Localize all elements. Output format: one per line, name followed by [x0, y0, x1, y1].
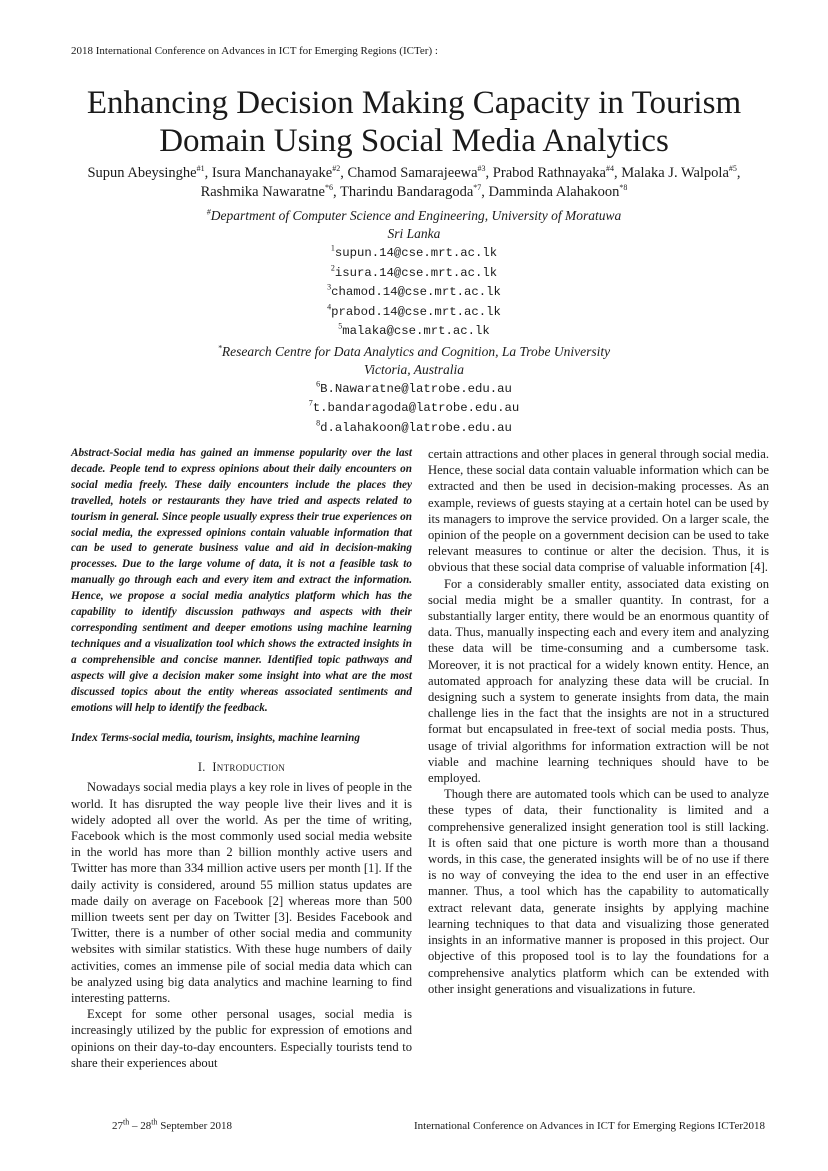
- author-sup: #5: [728, 164, 737, 174]
- author-sep: ,: [736, 165, 741, 181]
- author-sep: ,: [485, 165, 493, 181]
- author-name: Tharindu Bandaragoda: [340, 184, 474, 200]
- author-name: Chamod Samarajeewa: [347, 165, 478, 181]
- author-sep: ,: [613, 165, 622, 181]
- email-num: 8: [316, 418, 321, 427]
- email-num: 4: [327, 302, 332, 311]
- email-address: isura.14@cse.mrt.ac.lk: [334, 265, 498, 280]
- author-sup: #1: [196, 164, 205, 174]
- affiliation-uom: [60, 207, 768, 225]
- email-address: chamod.14@cse.mrt.ac.lk: [331, 285, 501, 299]
- footer-date: [112, 1117, 233, 1132]
- body-paragraph: certain attractions and other places in general through social media. Hence, these social data contain valuable information which can be extracted and then be used in decision-making processes. As an example, reviews of guests staying at a certain hotel can be used by its managers to improve the service provided. On a larger scale, the opinion of the people on a government decision can be used to take relevant measures to continue or alter the decision. Thus, it is obvious that these social data comprise of valuable information [4].: [428, 447, 769, 575]
- email-num: 3: [327, 282, 332, 292]
- email-item: [60, 282, 768, 302]
- title-line-1: Enhancing Decision Making Capacity in Tourism: [86, 85, 742, 121]
- email-item: [60, 321, 768, 341]
- email-item: [60, 398, 768, 418]
- running-header: 2018 International Conference on Advances in ICT for Emerging Regions (ICTer) :: [71, 45, 438, 57]
- email-address: prabod.14@cse.mrt.ac.lk: [331, 304, 501, 319]
- footer-date-part: – 28: [129, 1120, 152, 1132]
- email-num: 2: [330, 263, 335, 272]
- author-name: Rashmika Nawaratne: [200, 184, 325, 200]
- section-title: Introduction: [212, 760, 286, 775]
- affiliation-mark: #: [206, 207, 211, 217]
- section-numeral: I.: [197, 760, 206, 775]
- author-name: Malaka J. Walpola: [621, 165, 729, 181]
- author-sup: *6: [325, 183, 333, 193]
- email-item: [60, 379, 768, 399]
- author-name: Isura Manchanayake: [211, 165, 333, 181]
- email-address: supun.14@cse.mrt.ac.lk: [334, 246, 498, 260]
- author-sup: #2: [332, 164, 341, 174]
- author-sup: *7: [473, 183, 482, 193]
- author-name: Supun Abeysinghe: [87, 165, 197, 181]
- email-item: [60, 418, 768, 438]
- index-terms: Index Terms-social media, tourism, insights, machine learning: [71, 732, 360, 745]
- paper-title: [40, 84, 788, 160]
- affiliation-country: Sri Lanka: [387, 226, 441, 241]
- email-list-uom: [60, 243, 768, 341]
- email-address: t.bandaragoda@latrobe.edu.au: [312, 401, 520, 415]
- footer-date-sup: th: [123, 1117, 130, 1127]
- affiliation-dept: Research Centre for Data Analytics and Cognition, La Trobe University: [221, 343, 611, 359]
- author-sep: ,: [204, 165, 212, 181]
- footer-date-part: September 2018: [157, 1120, 233, 1132]
- footer-date-sup: th: [151, 1117, 158, 1127]
- email-address: B.Nawaratne@latrobe.edu.au: [320, 381, 512, 396]
- affiliations: [60, 207, 768, 437]
- author-line-1: [60, 164, 768, 202]
- email-num: 5: [338, 321, 343, 331]
- affiliation-country: Victoria, Australia: [363, 361, 464, 377]
- body-paragraph: For a considerably smaller entity, associated data existing on social media might be a smaller quantity. In contrast, for a substantially larger entity, there would be an enormous quantity of data. Thus, manually inspecting each and every item and analyzing these data will be time-consuming and a cumbersome task. Moreover, it is not practical for a widely known entity. Hence, an automated approach for analyzing these data will be crucial. In designing such a system to generate insights from data, the main challenge lies in the fact that the insights are not in a structured format but encapsulated in free-text of social media posts. Thus, usage of trivial algorithms for information extraction will be not viable and machine learning techniques should have to be employed.: [428, 576, 769, 786]
- title-line-2: Domain Using Social Media Analytics: [159, 123, 669, 159]
- email-address: d.alahakoon@latrobe.edu.au: [320, 420, 512, 435]
- author-sup: *8: [619, 183, 628, 193]
- body-paragraph: Though there are automated tools which can be used to analyze these types of data, their functionality is limited and a comprehensive generalized insight generation tool is still lacking. It is often said that one picture is worth more than a thousand words, in this case, the generated insights will be of no use if there is no way of conveying the idea to the end user in an effective manner. Thus, a tool which has the capability to automatically extract relevant data, generate insights by applying machine learning techniques to that data and visualizing those generated insights in an informative manner is proposed in this project. Our objective of this proposed tool is to lay the foundations for a comprehensive analytics platform which can be extended with other insight generations and visualizations in future.: [428, 787, 769, 996]
- email-item: [60, 263, 768, 283]
- author-sup: #4: [605, 164, 614, 174]
- email-list-ltu: [60, 379, 768, 438]
- left-column: [71, 446, 412, 1071]
- body-paragraph: Nowadays social media plays a key role in lives of people in the world. It has disrupted the way people live their lives and it is widely adopted all over the world. As per the time of writing, Facebook which is the most commonly used social media website in the world has more than 2 billion monthly active users and Twitter has more than 334 million active users per month [1]. If the daily activity is considered, around 55 million status updates are made daily on average on Facebook [2] whereas more than 500 million tweets sent per day on Twitter [3]. Besides Facebook and Twitter, there is a number of other social media and community websites with similar statistics. With these huge numbers of daily activities, comes an immense pile of social media data which can be analyzed using big data analytics and machine learning to find interesting patterns.: [71, 780, 412, 1006]
- author-sup: #3: [477, 164, 486, 174]
- right-column: [428, 446, 769, 997]
- author-sep: ,: [333, 184, 340, 200]
- author-list: [60, 164, 768, 202]
- email-num: 6: [316, 379, 321, 388]
- affiliation-mark: *: [217, 343, 222, 352]
- author-sep: ,: [481, 184, 489, 200]
- email-item: [60, 302, 768, 322]
- footer-conference: International Conference on Advances in ICT for Emerging Regions ICTer2018: [414, 1120, 766, 1132]
- footer-date-part: 27: [112, 1120, 123, 1132]
- author-sep: ,: [340, 165, 348, 181]
- abstract: Abstract-Social media has gained an immense popularity over the last decade. People tend to express opinions about their daily encounters on social media freely. These daily encounters include the places they travelled, hotels or restaurants they have tried and aspects related to tourism in general. Since people usually express their true experiences on social media, the expressed opinions contain valuable information that can be used to generate business value and aid in decision-making processes. Due to the large volume of data, it is not a feasible task to manually go through each and every item and extract the information. Hence, we propose a social media analytics platform which has the capability to identify discussion pathways and aspects with their corresponding sentiment and deeper emotions using machine learning techniques and a visualization tool which shows the extracted insights in a comprehensible and concise manner. Identified topic pathways and aspects will give a decision maker some insight into what are the most discussed topics about the entity whereas associated sentiments and emotions will help to identify the feedback.: [71, 447, 412, 714]
- affiliation-ltu: [60, 343, 768, 361]
- affiliation-dept: Department of Computer Science and Engineering, University of Moratuwa: [210, 208, 622, 223]
- email-address: malaka@cse.mrt.ac.lk: [342, 324, 490, 338]
- author-name: Prabod Rathnayaka: [492, 165, 606, 181]
- email-num: 7: [308, 398, 313, 408]
- body-paragraph: Except for some other personal usages, social media is increasingly utilized by the public for expression of emotions and opinions on their day-to-day encounters. Especially tourists tend to share their experiences about: [71, 1007, 412, 1070]
- author-name: Damminda Alahakoon: [488, 184, 620, 200]
- section-heading: [71, 760, 412, 775]
- email-item: [60, 243, 768, 263]
- email-num: 1: [330, 243, 335, 253]
